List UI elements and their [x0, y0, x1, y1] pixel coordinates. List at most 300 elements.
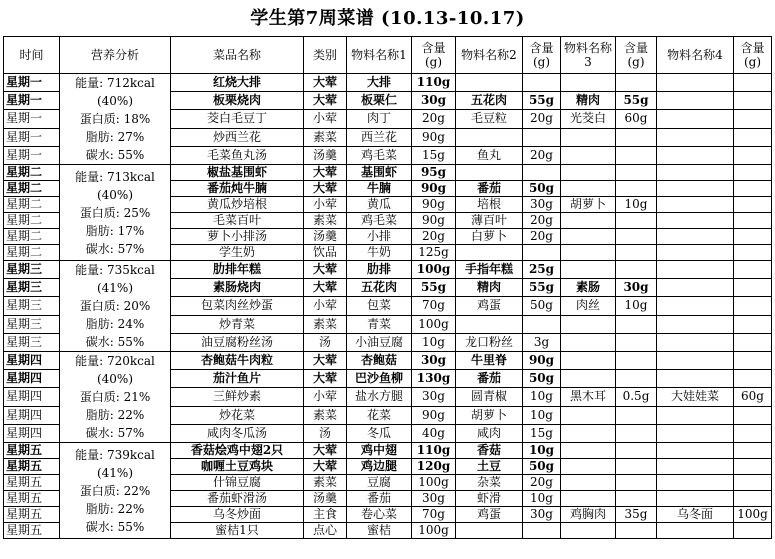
dish-name-cell: 乌冬炒面 [171, 507, 304, 523]
amount-1-cell: 10g [412, 333, 456, 351]
ingredient-2-cell: 胡萝卜 [456, 406, 523, 424]
category-cell: 大荤 [304, 352, 347, 370]
amount-3-cell [616, 523, 657, 539]
day-cell: 星期一 [4, 74, 60, 92]
amount-4-cell [734, 74, 772, 92]
ingredient-2-cell: 龙口粉丝 [456, 333, 523, 351]
dish-name-cell: 素肠烧肉 [171, 279, 304, 297]
header-cell: 时间 [4, 37, 60, 74]
amount-3-cell [616, 352, 657, 370]
dish-name-cell: 红烧大排 [171, 74, 304, 92]
amount-1-cell: 90g [412, 128, 456, 146]
ingredient-2-cell [456, 128, 523, 146]
category-cell: 素菜 [304, 213, 347, 229]
dish-name-cell: 炒西兰花 [171, 128, 304, 146]
ingredient-3-cell [561, 128, 616, 146]
amount-3-cell: 35g [616, 507, 657, 523]
amount-4-cell [734, 213, 772, 229]
day-cell: 星期三 [4, 333, 60, 351]
ingredient-4-cell [657, 523, 734, 539]
menu-body [4, 74, 772, 539]
category-cell: 小荤 [304, 297, 347, 315]
amount-4-cell [734, 443, 772, 459]
day-cell: 星期一 [4, 128, 60, 146]
amount-4-cell [734, 406, 772, 424]
amount-3-cell: 0.5g [616, 388, 657, 406]
amount-4-cell [734, 297, 772, 315]
nutrition-line: 脂肪: 24% [85, 317, 145, 331]
category-cell: 素菜 [304, 406, 347, 424]
amount-1-cell: 90g [412, 406, 456, 424]
day-cell: 星期一 [4, 110, 60, 128]
amount-1-cell: 100g [412, 315, 456, 333]
ingredient-3-cell: 光茭白 [561, 110, 616, 128]
amount-4-cell [734, 333, 772, 351]
ingredient-3-cell [561, 165, 616, 181]
ingredient-2-cell [456, 165, 523, 181]
ingredient-2-cell: 土豆 [456, 459, 523, 475]
ingredient-1-cell: 番茄 [347, 491, 412, 507]
nutrition-line: 蛋白质: 21% [79, 390, 151, 404]
ingredient-4-cell [657, 459, 734, 475]
ingredient-2-cell [456, 523, 523, 539]
amount-1-cell: 90g [412, 197, 456, 213]
amount-3-cell [616, 229, 657, 245]
dish-name-cell: 黄瓜炒培根 [171, 197, 304, 213]
header-cell: 物料名称3 [561, 37, 616, 74]
dish-name-cell: 萝卜小排汤 [171, 229, 304, 245]
amount-1-cell: 15g [412, 146, 456, 164]
amount-1-cell: 95g [412, 165, 456, 181]
nutrition-cell [60, 352, 171, 443]
amount-1-cell: 70g [412, 297, 456, 315]
amount-2-cell: 50g [523, 370, 561, 388]
header-cell: 含量(g) [734, 37, 772, 74]
amount-2-cell: 55g [523, 92, 561, 110]
nutrition-line: 蛋白质: 20% [79, 299, 151, 313]
amount-3-cell [616, 459, 657, 475]
category-cell: 汤 [304, 424, 347, 442]
table-row [4, 261, 772, 279]
amount-3-cell [616, 128, 657, 146]
ingredient-3-cell [561, 245, 616, 261]
amount-3-cell [616, 165, 657, 181]
category-cell: 小荤 [304, 197, 347, 213]
amount-2-cell: 50g [523, 297, 561, 315]
amount-3-cell [616, 74, 657, 92]
ingredient-3-cell [561, 315, 616, 333]
amount-4-cell [734, 165, 772, 181]
dish-name-cell: 板栗烧肉 [171, 92, 304, 110]
category-cell: 小荤 [304, 388, 347, 406]
header-cell: 营养分析 [60, 37, 171, 74]
category-cell: 大荤 [304, 443, 347, 459]
amount-2-cell: 20g [523, 475, 561, 491]
amount-4-cell [734, 92, 772, 110]
nutrition-line: 碳水: 57% [85, 426, 145, 440]
ingredient-1-cell: 鸡边腿 [347, 459, 412, 475]
category-cell: 汤羹 [304, 146, 347, 164]
amount-3-cell [616, 333, 657, 351]
ingredient-3-cell [561, 333, 616, 351]
nutrition-cell [60, 443, 171, 539]
ingredient-2-cell [456, 245, 523, 261]
ingredient-4-cell [657, 74, 734, 92]
ingredient-1-cell: 青菜 [347, 315, 412, 333]
ingredient-3-cell [561, 213, 616, 229]
amount-1-cell: 120g [412, 459, 456, 475]
amount-3-cell [616, 261, 657, 279]
ingredient-2-cell: 五花肉 [456, 92, 523, 110]
ingredient-2-cell: 薄百叶 [456, 213, 523, 229]
ingredient-2-cell: 白萝卜 [456, 229, 523, 245]
day-cell: 星期一 [4, 146, 60, 164]
ingredient-2-cell [456, 315, 523, 333]
day-cell: 星期二 [4, 181, 60, 197]
amount-2-cell: 50g [523, 459, 561, 475]
nutrition-line: 能量: 739kcal [75, 447, 155, 462]
amount-2-cell: 30g [523, 197, 561, 213]
category-cell: 汤 [304, 333, 347, 351]
ingredient-3-cell [561, 443, 616, 459]
amount-2-cell: 10g [523, 406, 561, 424]
amount-3-cell: 10g [616, 297, 657, 315]
ingredient-2-cell: 杂菜 [456, 475, 523, 491]
amount-3-cell [616, 406, 657, 424]
ingredient-3-cell: 肉丝 [561, 297, 616, 315]
ingredient-1-cell: 蜜桔 [347, 523, 412, 539]
table-row [4, 74, 772, 92]
menu-title: 学生第7周菜谱 (10.13-10.17) [250, 8, 525, 29]
amount-4-cell [734, 279, 772, 297]
amount-3-cell: 30g [616, 279, 657, 297]
day-cell: 星期五 [4, 443, 60, 459]
amount-2-cell [523, 245, 561, 261]
nutrition-line: 能量: 712kcal [75, 76, 155, 90]
amount-4-cell [734, 475, 772, 491]
day-cell: 星期五 [4, 475, 60, 491]
amount-3-cell: 55g [616, 92, 657, 110]
category-cell: 素菜 [304, 475, 347, 491]
ingredient-1-cell: 盐水方腿 [347, 388, 412, 406]
dish-name-cell: 蜜桔1只 [171, 523, 304, 539]
nutrition-cell [60, 261, 171, 352]
ingredient-1-cell: 牛奶 [347, 245, 412, 261]
nutrition-line: 脂肪: 17% [85, 223, 145, 238]
ingredient-1-cell: 肉丁 [347, 110, 412, 128]
ingredient-1-cell: 五花肉 [347, 279, 412, 297]
ingredient-4-cell [657, 491, 734, 507]
ingredient-3-cell: 素肠 [561, 279, 616, 297]
ingredient-1-cell: 西兰花 [347, 128, 412, 146]
ingredient-4-cell: 乌冬面 [657, 507, 734, 523]
dish-name-cell: 毛菜百叶 [171, 213, 304, 229]
nutrition-cell [60, 74, 171, 165]
category-cell: 素菜 [304, 128, 347, 146]
category-cell: 大荤 [304, 74, 347, 92]
amount-3-cell [616, 146, 657, 164]
dish-name-cell: 杏鲍菇牛肉粒 [171, 352, 304, 370]
day-cell: 星期三 [4, 297, 60, 315]
amount-1-cell: 20g [412, 110, 456, 128]
dish-name-cell: 番茄虾滑汤 [171, 491, 304, 507]
category-cell: 汤羹 [304, 229, 347, 245]
amount-1-cell: 70g [412, 507, 456, 523]
day-cell: 星期四 [4, 352, 60, 370]
amount-1-cell: 20g [412, 229, 456, 245]
amount-2-cell: 10g [523, 491, 561, 507]
ingredient-1-cell: 牛腩 [347, 181, 412, 197]
ingredient-3-cell: 胡萝卜 [561, 197, 616, 213]
amount-3-cell [616, 315, 657, 333]
ingredient-3-cell [561, 370, 616, 388]
ingredient-4-cell [657, 370, 734, 388]
ingredient-3-cell [561, 406, 616, 424]
nutrition-line: (41%) [96, 281, 134, 295]
amount-2-cell [523, 165, 561, 181]
amount-2-cell: 20g [523, 110, 561, 128]
ingredient-1-cell: 花菜 [347, 406, 412, 424]
day-cell: 星期三 [4, 315, 60, 333]
nutrition-line: 脂肪: 27% [85, 130, 145, 144]
dish-name-cell: 什锦豆腐 [171, 475, 304, 491]
ingredient-3-cell [561, 352, 616, 370]
ingredient-2-cell: 牛里脊 [456, 352, 523, 370]
amount-1-cell: 30g [412, 491, 456, 507]
ingredient-3-cell [561, 459, 616, 475]
day-cell: 星期五 [4, 523, 60, 539]
amount-2-cell: 90g [523, 352, 561, 370]
ingredient-4-cell [657, 279, 734, 297]
ingredient-1-cell: 豆腐 [347, 475, 412, 491]
amount-4-cell [734, 110, 772, 128]
ingredient-4-cell [657, 229, 734, 245]
ingredient-2-cell: 香菇 [456, 443, 523, 459]
ingredient-2-cell [456, 74, 523, 92]
amount-1-cell: 100g [412, 261, 456, 279]
amount-1-cell: 30g [412, 388, 456, 406]
nutrition-line: (40%) [96, 372, 134, 386]
nutrition-line: 能量: 735kcal [75, 263, 155, 277]
ingredient-4-cell [657, 245, 734, 261]
ingredient-2-cell: 番茄 [456, 370, 523, 388]
ingredient-4-cell [657, 165, 734, 181]
day-cell: 星期二 [4, 245, 60, 261]
amount-3-cell [616, 424, 657, 442]
amount-2-cell: 25g [523, 261, 561, 279]
ingredient-3-cell [561, 424, 616, 442]
amount-2-cell [523, 74, 561, 92]
category-cell: 大荤 [304, 370, 347, 388]
ingredient-3-cell: 精肉 [561, 92, 616, 110]
amount-4-cell [734, 370, 772, 388]
ingredient-1-cell: 小油豆腐 [347, 333, 412, 351]
category-cell: 大荤 [304, 261, 347, 279]
ingredient-2-cell: 鸡蛋 [456, 297, 523, 315]
amount-2-cell: 20g [523, 213, 561, 229]
dish-name-cell: 茄汁鱼片 [171, 370, 304, 388]
ingredient-4-cell [657, 128, 734, 146]
dish-name-cell: 椒盐基围虾 [171, 165, 304, 181]
table-row [4, 352, 772, 370]
ingredient-1-cell: 冬瓜 [347, 424, 412, 442]
category-cell: 素菜 [304, 315, 347, 333]
amount-4-cell [734, 229, 772, 245]
category-cell: 小荤 [304, 110, 347, 128]
day-cell: 星期四 [4, 388, 60, 406]
day-cell: 星期二 [4, 213, 60, 229]
amount-1-cell: 100g [412, 475, 456, 491]
category-cell: 大荤 [304, 92, 347, 110]
table-row [4, 443, 772, 459]
amount-2-cell: 3g [523, 333, 561, 351]
ingredient-3-cell: 鸡胸肉 [561, 507, 616, 523]
amount-4-cell [734, 146, 772, 164]
dish-name-cell: 包菜肉丝炒蛋 [171, 297, 304, 315]
amount-1-cell: 30g [412, 92, 456, 110]
day-cell: 星期四 [4, 424, 60, 442]
amount-2-cell [523, 315, 561, 333]
day-cell: 星期二 [4, 197, 60, 213]
dish-name-cell: 炒青菜 [171, 315, 304, 333]
ingredient-3-cell [561, 74, 616, 92]
ingredient-2-cell: 虾滑 [456, 491, 523, 507]
amount-2-cell: 30g [523, 507, 561, 523]
nutrition-line: 蛋白质: 25% [79, 205, 151, 220]
nutrition-line: (41%) [96, 465, 134, 480]
dish-name-cell: 三鲜炒素 [171, 388, 304, 406]
ingredient-4-cell [657, 406, 734, 424]
dish-name-cell: 肋排年糕 [171, 261, 304, 279]
amount-2-cell: 50g [523, 181, 561, 197]
ingredient-1-cell: 基围虾 [347, 165, 412, 181]
amount-1-cell: 90g [412, 181, 456, 197]
amount-3-cell [616, 213, 657, 229]
amount-4-cell: 100g [734, 507, 772, 523]
amount-4-cell [734, 181, 772, 197]
header-row [4, 37, 772, 74]
table-row [4, 165, 772, 181]
dish-name-cell: 咖喱土豆鸡块 [171, 459, 304, 475]
category-cell: 主食 [304, 507, 347, 523]
ingredient-4-cell [657, 333, 734, 351]
ingredient-1-cell: 鸡毛菜 [347, 213, 412, 229]
header-cell: 含量(g) [616, 37, 657, 74]
ingredient-2-cell: 毛豆粒 [456, 110, 523, 128]
day-cell: 星期五 [4, 491, 60, 507]
day-cell: 星期二 [4, 165, 60, 181]
amount-2-cell [523, 523, 561, 539]
category-cell: 大荤 [304, 279, 347, 297]
amount-3-cell: 10g [616, 197, 657, 213]
amount-2-cell: 55g [523, 279, 561, 297]
amount-2-cell: 15g [523, 424, 561, 442]
amount-4-cell [734, 459, 772, 475]
menu-table [3, 36, 772, 539]
day-cell: 星期二 [4, 229, 60, 245]
dish-name-cell: 学生奶 [171, 245, 304, 261]
header-cell: 菜品名称 [171, 37, 304, 74]
amount-4-cell [734, 128, 772, 146]
category-cell: 汤羹 [304, 491, 347, 507]
dish-name-cell: 炒花菜 [171, 406, 304, 424]
amount-1-cell: 90g [412, 213, 456, 229]
amount-4-cell [734, 523, 772, 539]
ingredient-4-cell [657, 443, 734, 459]
ingredient-3-cell [561, 229, 616, 245]
nutrition-line: 蛋白质: 22% [79, 483, 151, 498]
nutrition-line: 碳水: 55% [85, 148, 145, 162]
ingredient-4-cell [657, 197, 734, 213]
ingredient-3-cell [561, 523, 616, 539]
ingredient-4-cell [657, 475, 734, 491]
ingredient-4-cell [657, 424, 734, 442]
amount-4-cell [734, 491, 772, 507]
nutrition-line: 碳水: 55% [85, 519, 145, 534]
amount-2-cell: 10g [523, 443, 561, 459]
nutrition-line: 脂肪: 22% [85, 408, 145, 422]
nutrition-line: 能量: 720kcal [75, 354, 155, 368]
dish-name-cell: 油豆腐粉丝汤 [171, 333, 304, 351]
amount-4-cell [734, 197, 772, 213]
ingredient-3-cell [561, 491, 616, 507]
header-cell: 物料名称2 [456, 37, 523, 74]
amount-3-cell [616, 443, 657, 459]
ingredient-4-cell [657, 297, 734, 315]
amount-2-cell [523, 128, 561, 146]
header-cell: 含量(g) [412, 37, 456, 74]
category-cell: 点心 [304, 523, 347, 539]
amount-3-cell [616, 181, 657, 197]
ingredient-2-cell: 手指年糕 [456, 261, 523, 279]
nutrition-line: 蛋白质: 18% [79, 112, 151, 126]
amount-1-cell: 125g [412, 245, 456, 261]
dish-name-cell: 番茄炖牛腩 [171, 181, 304, 197]
ingredient-4-cell [657, 352, 734, 370]
nutrition-line: (40%) [96, 94, 134, 108]
day-cell: 星期五 [4, 507, 60, 523]
ingredient-1-cell: 巴沙鱼柳 [347, 370, 412, 388]
ingredient-4-cell [657, 146, 734, 164]
amount-4-cell [734, 424, 772, 442]
category-cell: 大荤 [304, 165, 347, 181]
header-cell: 含量(g) [523, 37, 561, 74]
amount-1-cell: 30g [412, 352, 456, 370]
amount-3-cell [616, 245, 657, 261]
category-cell: 大荤 [304, 459, 347, 475]
ingredient-2-cell: 番茄 [456, 181, 523, 197]
day-cell: 星期五 [4, 459, 60, 475]
ingredient-2-cell: 咸肉 [456, 424, 523, 442]
ingredient-2-cell: 培根 [456, 197, 523, 213]
dish-name-cell: 茭白毛豆丁 [171, 110, 304, 128]
amount-1-cell: 110g [412, 443, 456, 459]
amount-3-cell [616, 491, 657, 507]
amount-4-cell [734, 245, 772, 261]
amount-4-cell [734, 261, 772, 279]
ingredient-4-cell [657, 181, 734, 197]
ingredient-4-cell [657, 110, 734, 128]
nutrition-line: 碳水: 55% [85, 335, 145, 349]
amount-4-cell: 60g [734, 388, 772, 406]
amount-4-cell [734, 315, 772, 333]
amount-2-cell: 20g [523, 229, 561, 245]
ingredient-2-cell: 鱼丸 [456, 146, 523, 164]
ingredient-2-cell: 鸡蛋 [456, 507, 523, 523]
amount-3-cell [616, 370, 657, 388]
day-cell: 星期三 [4, 279, 60, 297]
ingredient-3-cell [561, 261, 616, 279]
